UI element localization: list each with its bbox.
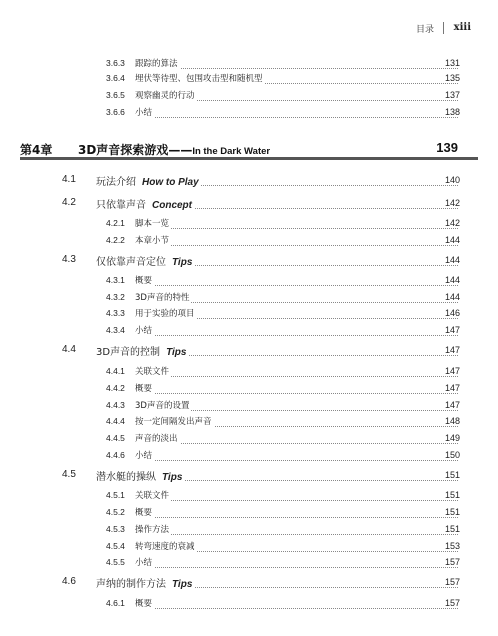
- toc-entry[interactable]: [0, 105, 498, 121]
- entry-number: 4.4.1: [106, 366, 125, 376]
- chapter-number: 第4章: [20, 143, 53, 157]
- chapter-title: [78, 141, 270, 158]
- leader-dots: [135, 524, 458, 535]
- entry-page: 147: [444, 400, 460, 410]
- toc-section[interactable]: [0, 196, 498, 212]
- section-page: 142: [444, 198, 460, 208]
- entry-page: 131: [444, 58, 460, 68]
- entry-title: 概要: [135, 599, 153, 609]
- chapter-title-dash: ——: [168, 143, 193, 157]
- entry-title: 埋伏等待型、包围攻击型和随机型: [135, 74, 263, 84]
- entry-title: 跟踪的算法: [135, 59, 178, 69]
- toc-entry[interactable]: [0, 414, 498, 430]
- leader-dots: [135, 218, 458, 229]
- entry-page: 146: [444, 308, 460, 318]
- section-page: 151: [444, 470, 460, 480]
- entry-page: 153: [444, 541, 460, 551]
- section-title-zh: 玩法介绍: [96, 177, 136, 188]
- entry-title: 转弯速度的衰减: [135, 542, 195, 552]
- toc-entry[interactable]: [0, 71, 498, 87]
- leader-dots: [135, 557, 458, 568]
- entry-number: 4.5.3: [106, 524, 125, 534]
- entry-title: 关联文件: [135, 491, 170, 501]
- entry-number: 4.4.4: [106, 416, 125, 426]
- entry-number: 4.4.6: [106, 450, 125, 460]
- toc-section[interactable]: [0, 173, 498, 189]
- entry-number: 4.2.1: [106, 218, 125, 228]
- entry-number: 4.6.1: [106, 598, 125, 608]
- entry-number: 4.5.4: [106, 541, 125, 551]
- entry-page: 151: [444, 490, 460, 500]
- section-title-en: Tips: [162, 472, 183, 483]
- toc-section[interactable]: [0, 253, 498, 269]
- toc-entry[interactable]: [0, 364, 498, 380]
- chapter-page: 139: [436, 140, 458, 155]
- leader-dots: [135, 58, 458, 69]
- section-title-zh: 声纳的制作方法: [96, 579, 166, 590]
- entry-number: 4.5.5: [106, 557, 125, 567]
- entry-number: 4.4.2: [106, 383, 125, 393]
- toc-entry[interactable]: [0, 56, 498, 72]
- chapter-title-zh: 3D声音探索游戏: [78, 143, 169, 157]
- entry-number: 3.6.4: [106, 73, 125, 83]
- entry-title: 概要: [135, 276, 153, 286]
- section-title-en: How to Play: [142, 177, 199, 188]
- entry-title: 声音的淡出: [135, 434, 178, 444]
- entry-page: 144: [444, 292, 460, 302]
- section-title: [96, 468, 184, 483]
- entry-number: 4.4.5: [106, 433, 125, 443]
- entry-title: 用于实验的项目: [135, 309, 195, 319]
- entry-number: 3.6.6: [106, 107, 125, 117]
- entry-page: 144: [444, 235, 460, 245]
- entry-title: 观察幽灵的行动: [135, 91, 195, 101]
- toc-entry[interactable]: [0, 323, 498, 339]
- leader-dots: [135, 598, 458, 609]
- leader-dots: [135, 107, 458, 118]
- entry-title: 本章小节: [135, 236, 170, 246]
- section-page: 147: [444, 345, 460, 355]
- section-page: 140: [444, 175, 460, 185]
- entry-title: 小结: [135, 558, 153, 568]
- entry-title: 小结: [135, 326, 153, 336]
- entry-page: 147: [444, 383, 460, 393]
- entry-page: 135: [444, 73, 460, 83]
- section-number: 4.5: [62, 469, 76, 480]
- entry-number: 4.5.1: [106, 490, 125, 500]
- section-title-zh: 3D声音的控制: [96, 347, 161, 358]
- leader-dots: [135, 433, 458, 444]
- section-title-zh: 只依靠声音: [96, 200, 146, 211]
- leader-dots: [135, 507, 458, 518]
- entry-page: 142: [444, 218, 460, 228]
- section-title-en: Tips: [172, 257, 193, 268]
- section-number: 4.3: [62, 254, 76, 265]
- toc-section[interactable]: [0, 468, 498, 484]
- entry-page: 149: [444, 433, 460, 443]
- section-title-zh: 潜水艇的操纵: [96, 472, 156, 483]
- entry-page: 151: [444, 524, 460, 534]
- entry-page: 138: [444, 107, 460, 117]
- toc-entry[interactable]: [0, 448, 498, 464]
- entry-number: 3.6.3: [106, 58, 125, 68]
- toc-entry[interactable]: [0, 555, 498, 571]
- leader-dots: [135, 383, 458, 394]
- toc-entry[interactable]: [0, 216, 498, 232]
- leader-dots: [135, 366, 458, 377]
- section-title: [96, 196, 194, 211]
- chapter-title-en: In the Dark Water: [192, 146, 271, 157]
- entry-title: 关联文件: [135, 367, 170, 377]
- section-page: 157: [444, 577, 460, 587]
- toc-entry[interactable]: [0, 522, 498, 538]
- entry-title: 按一定间隔发出声音: [135, 417, 212, 427]
- leader-dots: [135, 275, 458, 286]
- leader-dots: [135, 450, 458, 461]
- entry-page: 157: [444, 598, 460, 608]
- section-number: 4.6: [62, 576, 76, 587]
- running-header: [0, 22, 498, 36]
- entry-number: 4.3.2: [106, 292, 125, 302]
- toc-entry[interactable]: [0, 505, 498, 521]
- entry-number: 4.3.1: [106, 275, 125, 285]
- toc-entry[interactable]: [0, 88, 498, 104]
- toc-entry[interactable]: [0, 290, 498, 306]
- toc-section[interactable]: [0, 343, 498, 359]
- entry-title: 小结: [135, 108, 153, 118]
- toc-entry[interactable]: [0, 273, 498, 289]
- toc-entry[interactable]: [0, 381, 498, 397]
- entry-title: 3D声音的设置: [135, 401, 190, 411]
- section-title-en: Tips: [166, 347, 187, 358]
- chapter-heading[interactable]: [20, 138, 478, 160]
- entry-page: 157: [444, 557, 460, 567]
- entry-title: 3D声音的特性: [135, 293, 190, 303]
- toc-entry[interactable]: [0, 233, 498, 249]
- entry-number: 4.4.3: [106, 400, 125, 410]
- entry-page: 147: [444, 325, 460, 335]
- section-title: [96, 253, 194, 268]
- header-page-number: xiii: [453, 22, 471, 33]
- entry-page: 150: [444, 450, 460, 460]
- entry-title: 概要: [135, 508, 153, 518]
- section-number: 4.2: [62, 197, 76, 208]
- toc-entry[interactable]: [0, 398, 498, 414]
- toc-entry[interactable]: [0, 431, 498, 447]
- toc-entry[interactable]: [0, 596, 498, 612]
- section-number: 4.4: [62, 344, 76, 355]
- leader-dots: [135, 235, 458, 246]
- entry-number: 4.5.2: [106, 507, 125, 517]
- entry-number: 3.6.5: [106, 90, 125, 100]
- section-title-en: Tips: [172, 579, 193, 590]
- header-label: 目录: [415, 25, 434, 35]
- leader-dots: [135, 325, 458, 336]
- section-number: 4.1: [62, 174, 76, 185]
- header-separator: [443, 22, 444, 34]
- entry-number: 4.2.2: [106, 235, 125, 245]
- toc-section[interactable]: [0, 575, 498, 591]
- entry-title: 概要: [135, 384, 153, 394]
- toc-entry[interactable]: [0, 306, 498, 322]
- entry-page: 148: [444, 416, 460, 426]
- entry-page: 137: [444, 90, 460, 100]
- chapter-rule: [20, 157, 478, 160]
- section-title-en: Concept: [152, 200, 192, 211]
- leader-dots: [135, 490, 458, 501]
- entry-page: 147: [444, 366, 460, 376]
- entry-title: 操作方法: [135, 525, 170, 535]
- entry-number: 4.3.4: [106, 325, 125, 335]
- section-title: [96, 173, 201, 188]
- section-title: [96, 575, 194, 590]
- section-title: [96, 343, 188, 358]
- toc-entry[interactable]: [0, 539, 498, 555]
- section-title-zh: 仅依靠声音定位: [96, 257, 166, 268]
- section-page: 144: [444, 255, 460, 265]
- entry-page: 151: [444, 507, 460, 517]
- entry-title: 脚本一览: [135, 219, 170, 229]
- toc-entry[interactable]: [0, 488, 498, 504]
- entry-title: 小结: [135, 451, 153, 461]
- entry-number: 4.3.3: [106, 308, 125, 318]
- entry-page: 144: [444, 275, 460, 285]
